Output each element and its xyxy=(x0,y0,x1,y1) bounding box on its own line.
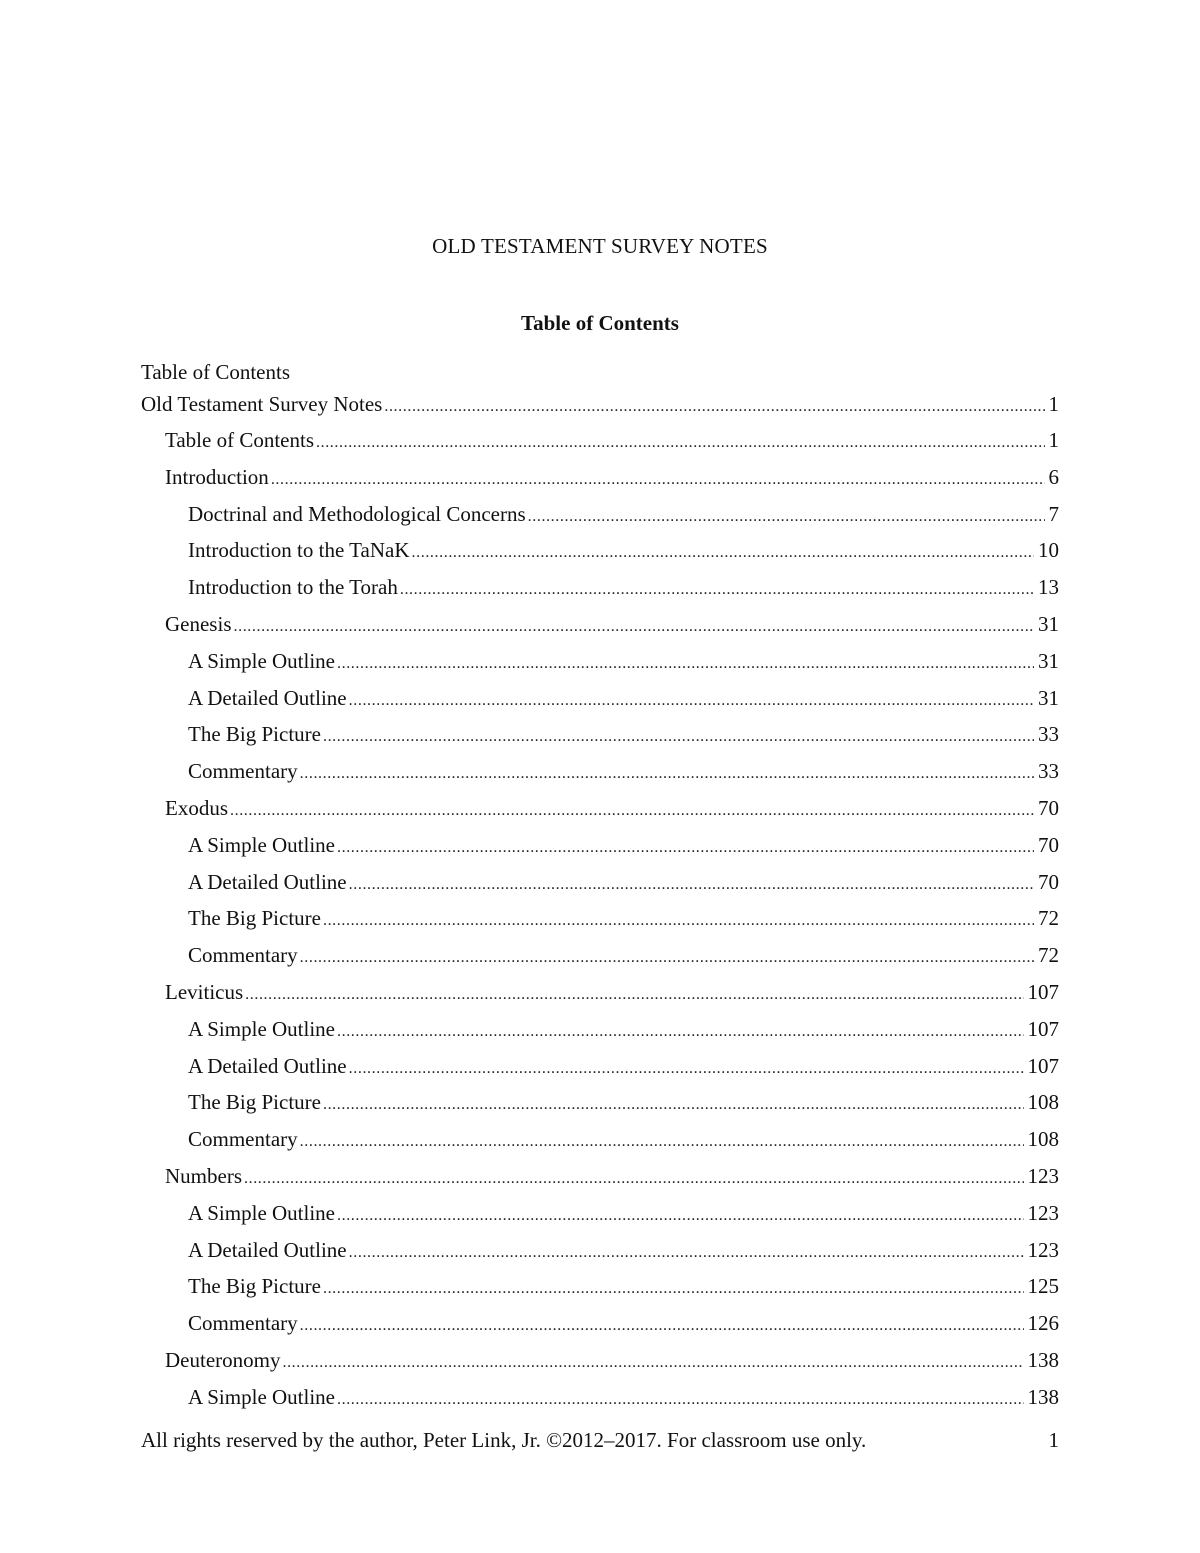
toc-entry[interactable] xyxy=(141,569,1059,606)
toc-entry[interactable] xyxy=(141,1342,1059,1379)
toc-dot-leader xyxy=(300,1305,1024,1342)
toc-entry[interactable] xyxy=(141,1048,1059,1085)
toc-entry-page: 108 xyxy=(1024,1084,1060,1121)
toc-entry[interactable] xyxy=(141,1084,1059,1121)
toc-entry-title: A Detailed Outline xyxy=(188,864,349,901)
toc-dot-leader xyxy=(245,974,1023,1011)
toc-entry-title: A Detailed Outline xyxy=(188,680,349,717)
toc-entry[interactable] xyxy=(141,1195,1059,1232)
toc-dot-leader xyxy=(300,937,1034,974)
toc-entry-title: Exodus xyxy=(165,790,230,827)
toc-dot-leader xyxy=(282,1342,1023,1379)
toc-entry[interactable] xyxy=(141,827,1059,864)
toc-dot-leader xyxy=(337,1011,1024,1048)
toc-entry-page: 33 xyxy=(1034,716,1059,753)
toc-entry-title: Numbers xyxy=(165,1158,244,1195)
toc-entry[interactable] xyxy=(141,386,1059,422)
toc-entry-page: 72 xyxy=(1034,900,1059,937)
toc-entry-page: 31 xyxy=(1034,606,1059,643)
toc-entry-title: Old Testament Survey Notes xyxy=(141,386,384,422)
toc-dot-leader xyxy=(300,753,1034,790)
toc-entry[interactable] xyxy=(141,753,1059,790)
toc-entry-page: 6 xyxy=(1045,459,1060,496)
toc-entry[interactable] xyxy=(141,496,1059,533)
toc-entry-page: 70 xyxy=(1034,790,1059,827)
toc-entry-title: The Big Picture xyxy=(188,716,323,753)
toc-entry-page: 126 xyxy=(1024,1305,1060,1342)
toc-entry-page: 70 xyxy=(1034,827,1059,864)
toc-entry-page: 125 xyxy=(1024,1268,1060,1305)
toc-entry-page: 123 xyxy=(1024,1195,1060,1232)
toc-entry-page: 31 xyxy=(1034,680,1059,717)
toc-entry[interactable] xyxy=(141,974,1059,1011)
toc-entry-title: A Simple Outline xyxy=(188,643,337,680)
toc-entry[interactable] xyxy=(141,937,1059,974)
toc-entry[interactable] xyxy=(141,864,1059,901)
toc-entry-title: A Simple Outline xyxy=(188,827,337,864)
toc-entry-page: 107 xyxy=(1024,974,1060,1011)
toc-entry[interactable] xyxy=(141,790,1059,827)
toc-dot-leader xyxy=(323,716,1034,753)
toc-entry-page: 108 xyxy=(1024,1121,1060,1158)
toc-entry[interactable] xyxy=(141,532,1059,569)
footer-rights: All rights reserved by the author, Peter Link, Jr. ©2012–2017. For classroom use only. xyxy=(141,1428,867,1452)
toc-entry-title: Introduction to the TaNaK xyxy=(188,532,412,569)
toc-entry-title: A Detailed Outline xyxy=(188,1048,349,1085)
toc-dot-leader xyxy=(349,864,1034,901)
toc-entry-page: 123 xyxy=(1024,1232,1060,1269)
toc-label: Table of Contents xyxy=(141,360,290,384)
toc-dot-leader xyxy=(244,1158,1024,1195)
toc-dot-leader xyxy=(337,827,1034,864)
toc-entry-title: Introduction xyxy=(165,459,271,496)
toc-dot-leader xyxy=(384,386,1044,422)
toc-dot-leader xyxy=(412,532,1034,569)
toc-entry-page: 70 xyxy=(1034,864,1059,901)
toc-entry[interactable] xyxy=(141,680,1059,717)
toc-entry-title: Table of Contents xyxy=(165,422,316,459)
toc-entry-page: 123 xyxy=(1024,1158,1060,1195)
toc-dot-leader xyxy=(323,1268,1024,1305)
toc-entry-page: 10 xyxy=(1034,532,1059,569)
toc-dot-leader xyxy=(349,680,1034,717)
toc-entry[interactable] xyxy=(141,643,1059,680)
toc-entry-page: 13 xyxy=(1034,569,1059,606)
toc-dot-leader xyxy=(316,422,1045,459)
toc-entry-title: Commentary xyxy=(188,1305,300,1342)
toc-entry-title: Deuteronomy xyxy=(165,1342,282,1379)
toc-entry-title: Commentary xyxy=(188,753,300,790)
toc-dot-leader xyxy=(528,496,1045,533)
toc-dot-leader xyxy=(234,606,1035,643)
toc-entry-title: A Simple Outline xyxy=(188,1379,337,1416)
toc-entry-title: Doctrinal and Methodological Concerns xyxy=(188,496,528,533)
toc-dot-leader xyxy=(349,1048,1024,1085)
toc-entry-title: Introduction to the Torah xyxy=(188,569,400,606)
toc-entry[interactable] xyxy=(141,459,1059,496)
toc-dot-leader xyxy=(300,1121,1024,1158)
toc-entry[interactable] xyxy=(141,1158,1059,1195)
toc-entry[interactable] xyxy=(141,716,1059,753)
toc-dot-leader xyxy=(323,1084,1024,1121)
toc-entry[interactable] xyxy=(141,1121,1059,1158)
toc-dot-leader xyxy=(337,1195,1024,1232)
toc-entry-title: The Big Picture xyxy=(188,1268,323,1305)
toc-dot-leader xyxy=(230,790,1034,827)
toc-entry-page: 33 xyxy=(1034,753,1059,790)
toc-entry-page: 1 xyxy=(1045,386,1060,422)
toc-entry[interactable] xyxy=(141,900,1059,937)
toc-dot-leader xyxy=(337,643,1034,680)
toc-dot-leader xyxy=(400,569,1034,606)
toc-entry[interactable] xyxy=(141,1379,1059,1416)
toc-entry-title: Commentary xyxy=(188,1121,300,1158)
toc-entry-page: 107 xyxy=(1024,1011,1060,1048)
toc-entry-page: 138 xyxy=(1024,1342,1060,1379)
toc-entry-title: The Big Picture xyxy=(188,900,323,937)
toc-entry[interactable] xyxy=(141,1268,1059,1305)
toc-entry-title: Genesis xyxy=(165,606,234,643)
toc-entry-title: A Detailed Outline xyxy=(188,1232,349,1269)
toc-entry[interactable] xyxy=(141,1232,1059,1269)
toc-dot-leader xyxy=(349,1232,1024,1269)
toc-list xyxy=(141,386,1059,1416)
toc-entry-title: The Big Picture xyxy=(188,1084,323,1121)
toc-entry[interactable] xyxy=(141,606,1059,643)
toc-dot-leader xyxy=(337,1379,1024,1416)
toc-entry-title: A Simple Outline xyxy=(188,1195,337,1232)
toc-entry[interactable] xyxy=(141,422,1059,459)
toc-dot-leader xyxy=(271,459,1045,496)
toc-entry[interactable] xyxy=(141,1305,1059,1342)
footer-page-number: 1 xyxy=(1048,1428,1059,1452)
toc-entry-page: 31 xyxy=(1034,643,1059,680)
toc-entry-title: Leviticus xyxy=(165,974,245,1011)
document-title: OLD TESTAMENT SURVEY NOTES xyxy=(432,234,768,258)
toc-heading: Table of Contents xyxy=(521,311,679,335)
toc-entry-page: 107 xyxy=(1024,1048,1060,1085)
toc-entry-page: 138 xyxy=(1024,1379,1060,1416)
toc-entry-title: A Simple Outline xyxy=(188,1011,337,1048)
toc-entry-page: 72 xyxy=(1034,937,1059,974)
page-footer xyxy=(141,1428,1059,1453)
toc-entry-page: 7 xyxy=(1045,496,1060,533)
toc-dot-leader xyxy=(323,900,1034,937)
toc-entry-title: Commentary xyxy=(188,937,300,974)
toc-entry[interactable] xyxy=(141,1011,1059,1048)
toc-entry-page: 1 xyxy=(1045,422,1060,459)
